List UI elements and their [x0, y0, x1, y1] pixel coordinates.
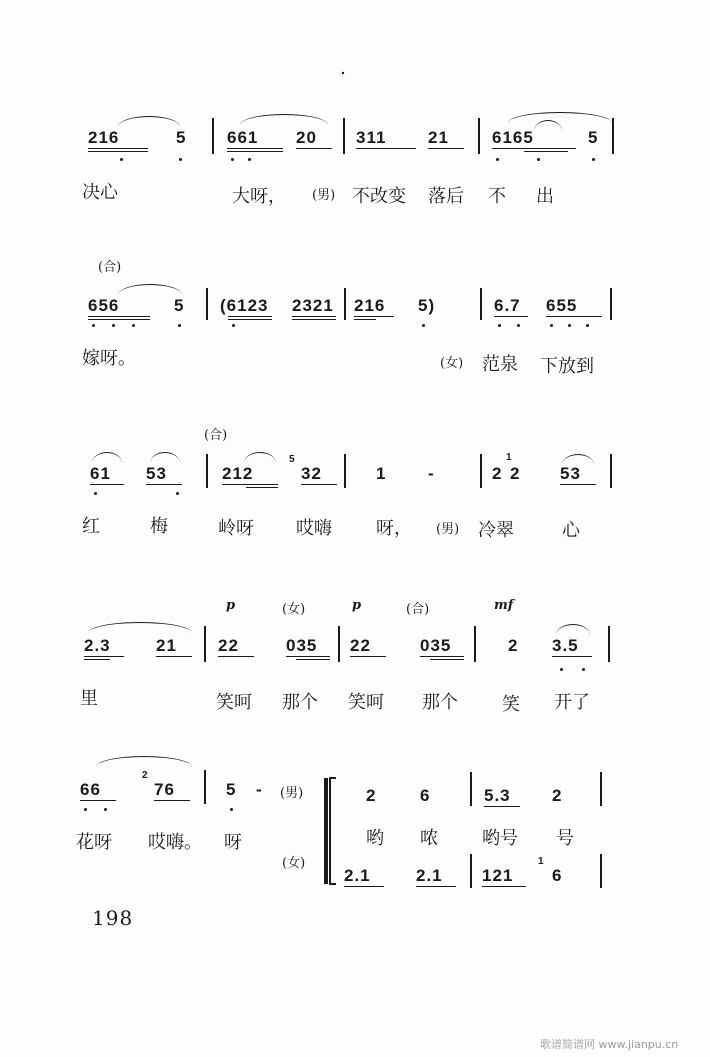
note: 2 — [510, 464, 521, 483]
note-group: 22 — [218, 636, 239, 655]
note-group: 2.1 — [416, 866, 443, 885]
voice-mark: (男) — [312, 188, 336, 203]
note-group: 6165 — [492, 128, 534, 147]
note-group: 035 — [286, 636, 318, 655]
chorus-mark: (合) — [98, 260, 122, 275]
lyric: 嫁呀。 — [82, 348, 136, 369]
voice-mark: (女) — [282, 602, 306, 617]
voice-mark: (女) — [440, 356, 464, 371]
grace-note: 5 — [289, 454, 295, 465]
note-group: 66 — [80, 780, 101, 799]
lyric: 里 — [80, 688, 98, 709]
dash: - — [428, 464, 435, 483]
note-group: 661 — [227, 128, 259, 147]
note-group: 656 — [88, 296, 120, 315]
note-group: 6.7 — [494, 296, 521, 315]
lyric: 大呀， — [232, 186, 286, 207]
lyric: 笑 — [502, 694, 520, 715]
voice-mark: (合) — [406, 602, 430, 617]
dash: - — [256, 780, 263, 799]
grace-note: 1 — [538, 856, 544, 867]
note-group: 5) — [418, 296, 436, 315]
lyric: 冷翠 — [478, 520, 514, 541]
note-group: 53 — [146, 464, 167, 483]
note: 6 — [552, 866, 563, 885]
note-group: 21 — [156, 636, 177, 655]
lyric: 开了 — [554, 692, 590, 713]
chorus-mark: (合) — [204, 428, 228, 443]
note-group: 2.3 — [84, 636, 111, 655]
lyric: 那个 — [282, 692, 318, 713]
lyric: 出 — [536, 186, 554, 207]
lyric: 哎嗨。 — [148, 832, 202, 853]
voice-mark-female: (女) — [282, 856, 306, 871]
note-group: 035 — [420, 636, 452, 655]
page-number: 198 — [92, 906, 134, 930]
lyric: 梅 — [150, 516, 168, 537]
note-group: 21 — [428, 128, 449, 147]
note-group: 216 — [354, 296, 386, 315]
lyric: 红 — [82, 516, 100, 537]
dynamic-mark: mf — [494, 598, 514, 613]
note-group: 216 — [88, 128, 120, 147]
lyric: 下放到 — [540, 356, 594, 377]
grace-note: 2 — [142, 770, 148, 781]
note-group: 22 — [350, 636, 371, 655]
note-group: 5 — [174, 296, 185, 315]
lyric: 落后 — [428, 186, 464, 207]
note: 2 — [366, 786, 377, 805]
note-group: 212 — [222, 464, 254, 483]
note-group: 20 — [296, 128, 317, 147]
note: 2 — [492, 464, 503, 483]
note-group: 121 — [482, 866, 514, 885]
lyric: 决心 — [82, 182, 118, 203]
note: 6 — [420, 786, 431, 805]
note-group: 2.1 — [344, 866, 371, 885]
lyric: 花呀 — [76, 832, 112, 853]
lyric: 那个 — [422, 692, 458, 713]
voice-mark: (男) — [436, 522, 460, 537]
note-group: 655 — [546, 296, 578, 315]
note-group: 53 — [560, 464, 581, 483]
lyric: 哟号 — [482, 828, 518, 849]
lyric: 号 — [556, 828, 574, 849]
note: 2 — [552, 786, 563, 805]
lyric: 不改变 — [352, 186, 406, 207]
lyric: 笑呵 — [348, 692, 384, 713]
note: 2 — [508, 636, 519, 655]
lyric: 呀 — [224, 832, 242, 853]
note-group: 311 — [356, 128, 387, 147]
lyric: 笑呵 — [216, 692, 252, 713]
note: 5 — [226, 780, 237, 799]
lyric: 呀， — [376, 518, 412, 539]
lyric: 哟 — [366, 828, 384, 849]
note-group: 5 — [176, 128, 187, 147]
note-group: 3.5 — [552, 636, 579, 655]
note-group: 2321 — [292, 296, 334, 315]
watermark: 歌谱简谱网 www.jianpu.cn — [540, 1038, 679, 1051]
note-group: 76 — [154, 780, 175, 799]
note-group: 61 — [90, 464, 111, 483]
lyric: 哎嗨 — [296, 518, 332, 539]
dynamic-mark: p — [352, 598, 362, 613]
note-group: (6123 — [220, 296, 269, 315]
lyric: 心 — [562, 520, 580, 541]
dynamic-mark: p — [226, 598, 236, 613]
note-group: 5 — [588, 128, 599, 147]
lyric: 哝 — [420, 828, 438, 849]
lyric: 岭呀 — [218, 518, 254, 539]
note-group: 5.3 — [484, 786, 511, 805]
grace-note: 1 — [506, 452, 512, 463]
note-group: 32 — [301, 464, 322, 483]
lyric: 不 — [488, 186, 506, 207]
lyric: 范泉 — [482, 354, 518, 375]
voice-mark-male: (男) — [280, 786, 304, 801]
note: 1 — [376, 464, 387, 483]
